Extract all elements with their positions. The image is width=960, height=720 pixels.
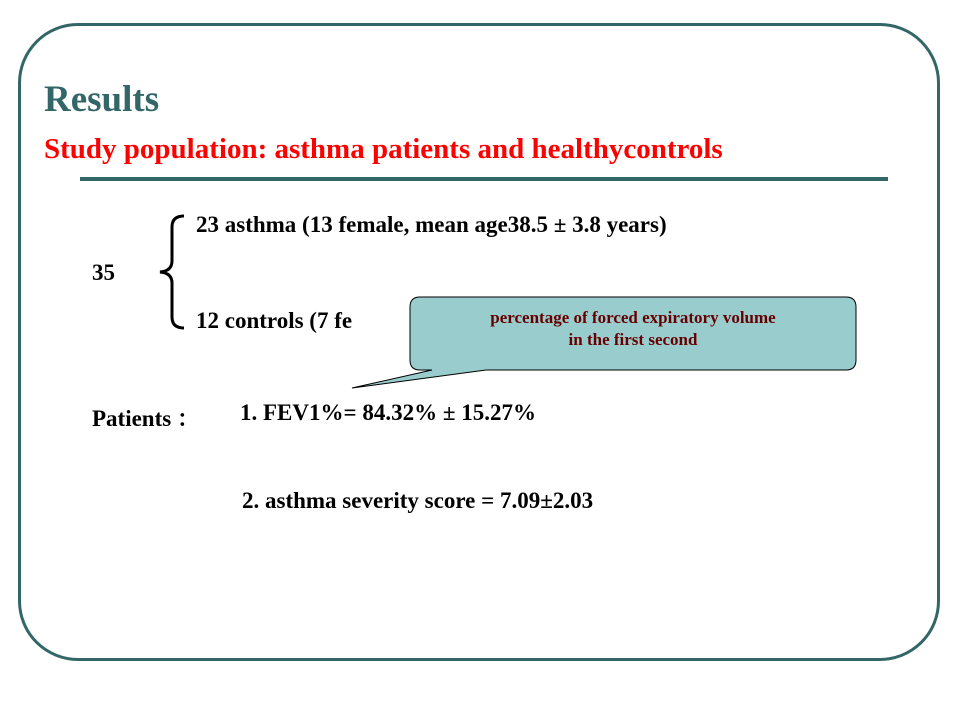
asthma-group-text: 23 asthma (13 female, mean age38.5 ± 3.8 years) (196, 212, 667, 237)
total-count: 35 (92, 260, 115, 285)
fev1-stat: 1. FEV1%= 84.32% ± 15.27% (240, 400, 536, 425)
slide-title: Results (44, 79, 160, 120)
slide-subtitle: Study population: asthma patients and healthycontrols (44, 133, 723, 165)
callout-line-2: in the first second (568, 330, 698, 349)
severity-score-stat: 2. asthma severity score = 7.09±2.03 (242, 488, 594, 513)
callout-line-1: percentage of forced expiratory volume (490, 308, 776, 327)
controls-group-text: 12 controls (7 fe (196, 308, 353, 333)
callout-text (410, 307, 856, 351)
patients-label: Patients ： (92, 406, 200, 431)
